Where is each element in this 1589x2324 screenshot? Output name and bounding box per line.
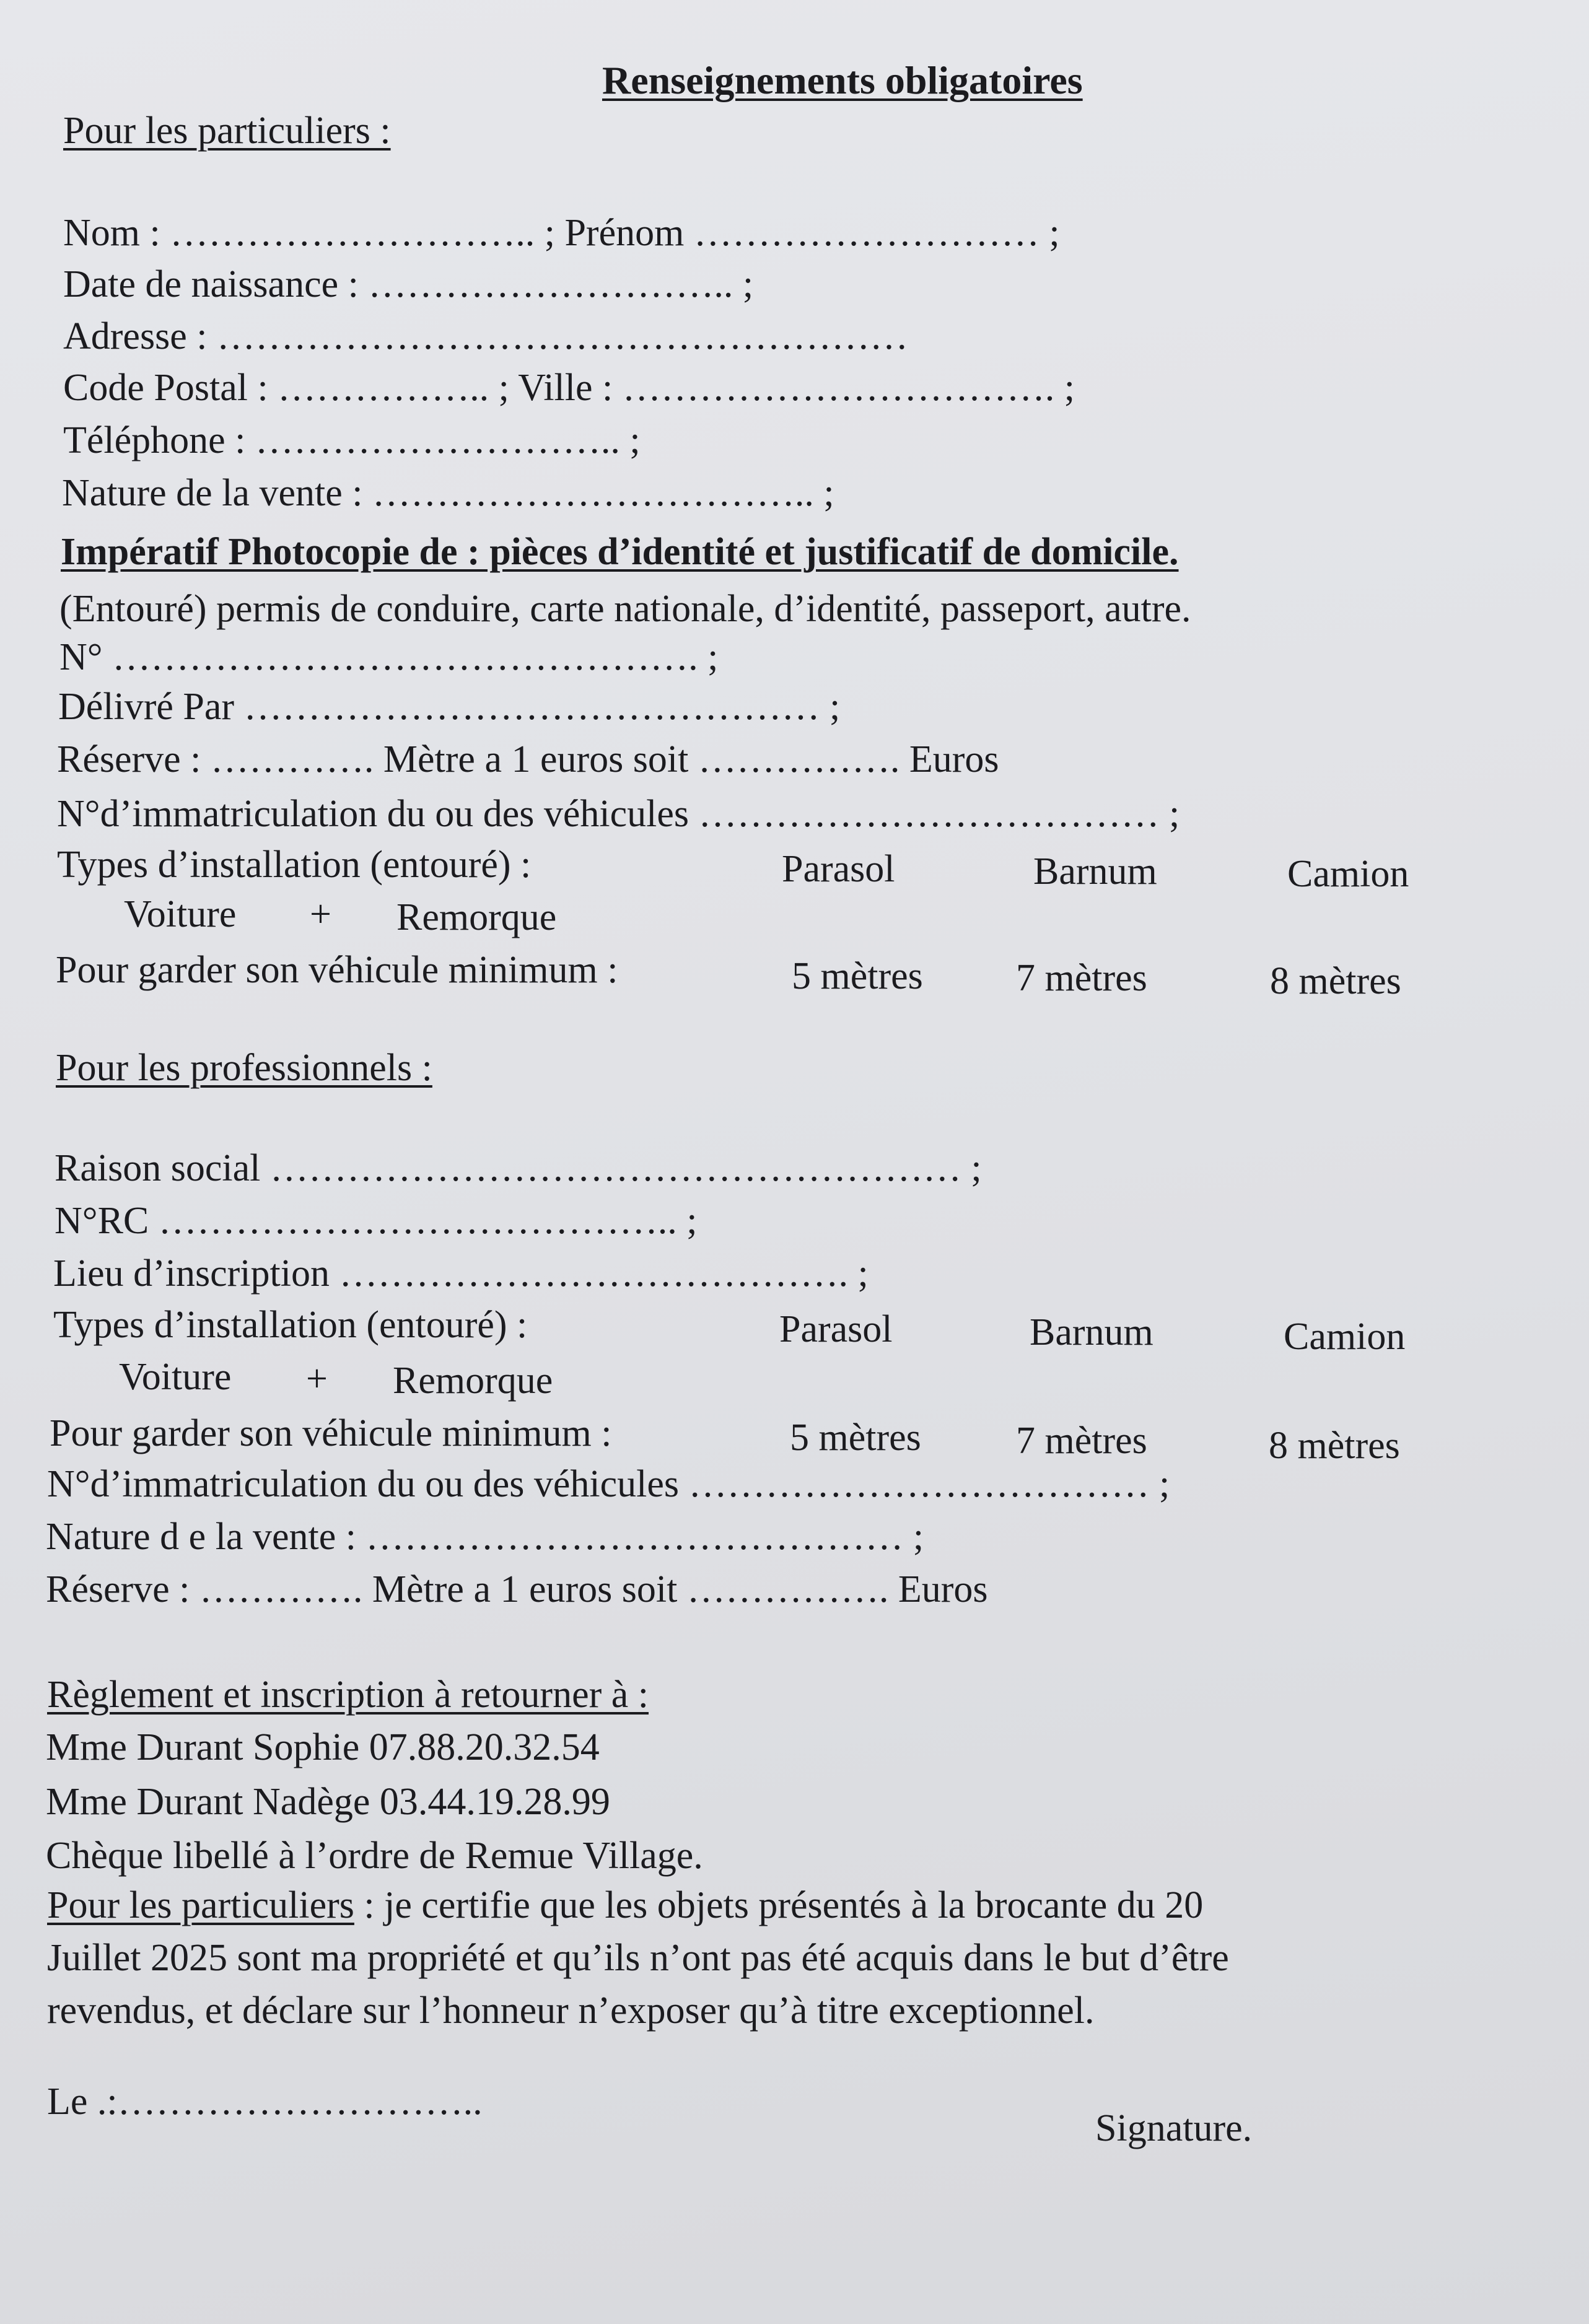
option-8-metres: 8 mètres (1269, 1425, 1400, 1467)
signature-label: Signature. (1095, 2107, 1253, 2149)
nature-vente-field: Nature d e la vente : …………………………………… ; (46, 1516, 924, 1558)
adresse-field: Adresse : ……………………………………………… (63, 315, 908, 357)
raison-sociale-field: Raison social ……………………………………………… ; (55, 1147, 982, 1189)
certification-line-3: revendus, et déclare sur l’honneur n’exposer qu’à titre exceptionnel. (47, 1990, 1095, 2032)
option-barnum: Barnum (1033, 850, 1157, 893)
delivre-par-field: Délivré Par ……………………………………… ; (58, 686, 841, 728)
certification-line-2: Juillet 2025 sont ma propriété et qu’ils n’ont pas été acquis dans le but d’être (47, 1937, 1229, 1979)
certification-label: Pour les particuliers (47, 1884, 354, 1926)
piece-identite-types: (Entouré) permis de conduire, carte nationale, d’identité, passeport, autre. (59, 588, 1191, 630)
option-parasol: Parasol (779, 1308, 893, 1350)
reserve-field: Réserve : …………. Mètre a 1 euros soit ……………. Euros (46, 1568, 988, 1610)
professionnels-heading: Pour les professionnels : (56, 1047, 432, 1089)
date-le-field: Le .:……………………….. (47, 2081, 483, 2123)
form-title: Renseignements obligatoires (602, 58, 1083, 102)
option-7-metres: 7 mètres (1016, 1420, 1147, 1462)
contact-nadege: Mme Durant Nadège 03.44.19.28.99 (46, 1781, 610, 1823)
immatriculation-field: N°d’immatriculation du ou des véhicules ……………………………… ; (47, 1463, 1170, 1505)
garder-vehicule-label: Pour garder son véhicule minimum : (50, 1412, 612, 1454)
option-voiture: Voiture (119, 1356, 232, 1398)
option-8-metres: 8 mètres (1270, 960, 1401, 1002)
option-plus: + (306, 1358, 328, 1400)
option-remorque: Remorque (393, 1360, 553, 1402)
reserve-field: Réserve : …………. Mètre a 1 euros soit ……………. Euros (57, 738, 999, 780)
option-remorque: Remorque (396, 896, 557, 938)
nature-vente-field: Nature de la vente : …………………………….. ; (62, 472, 834, 514)
option-parasol: Parasol (782, 848, 895, 890)
option-camion: Camion (1284, 1316, 1406, 1358)
cheque-instruction: Chèque libellé à l’ordre de Remue Village. (46, 1835, 703, 1877)
nom-prenom-field: Nom : ……………………….. ; Prénom ……………………… ; (63, 212, 1060, 254)
option-7-metres: 7 mètres (1016, 957, 1147, 999)
garder-vehicule-label: Pour garder son véhicule minimum : (56, 949, 618, 991)
types-installation-label: Types d’installation (entouré) : (57, 844, 532, 886)
particuliers-heading: Pour les particuliers : (63, 110, 391, 152)
option-voiture: Voiture (124, 893, 237, 935)
code-postal-ville-field: Code Postal : …………….. ; Ville : ……………………………. ; (63, 367, 1075, 409)
types-installation-label: Types d’installation (entouré) : (53, 1304, 528, 1346)
numero-piece-field: N° ………………………………………. ; (59, 636, 719, 678)
option-plus: + (310, 893, 331, 935)
contact-sophie: Mme Durant Sophie 07.88.20.32.54 (46, 1726, 600, 1768)
option-barnum: Barnum (1030, 1311, 1153, 1353)
date-naissance-field: Date de naissance : ……………………….. ; (63, 263, 754, 305)
certification-line-1 (47, 1886, 1203, 1924)
option-camion: Camion (1287, 853, 1409, 895)
option-5-metres: 5 mètres (792, 955, 923, 997)
imperatif-notice: Impératif Photocopie de : pièces d’identité et justificatif de domicile. (61, 531, 1179, 573)
option-5-metres: 5 mètres (790, 1417, 921, 1459)
reglement-heading: Règlement et inscription à retourner à : (47, 1674, 649, 1716)
numero-rc-field: N°RC ………………………………….. ; (55, 1200, 698, 1242)
immatriculation-field: N°d’immatriculation du ou des véhicules ……………………………… ; (57, 793, 1180, 835)
lieu-inscription-field: Lieu d’inscription …………………………………. ; (53, 1252, 869, 1295)
telephone-field: Téléphone : ……………………….. ; (63, 419, 641, 461)
certification-text: : je certifie que les objets présentés à la brocante du 20 (354, 1884, 1204, 1926)
